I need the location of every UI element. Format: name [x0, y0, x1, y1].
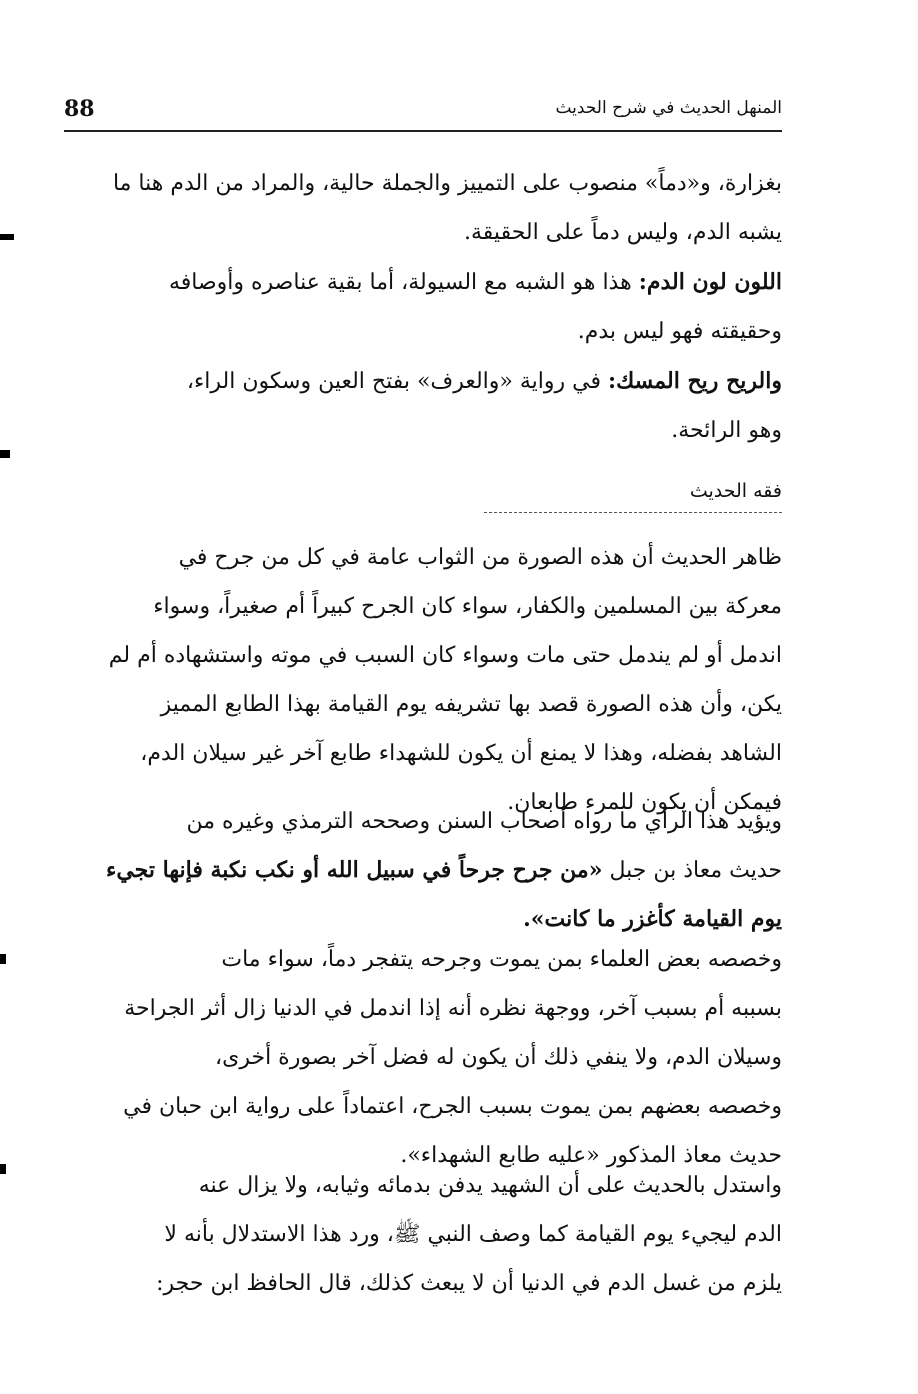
text-line: الدم ليجيء يوم القيامة كما وصف النبي ﷺ، ورد هذا الاستدلال بأنه لا — [164, 1222, 782, 1247]
page-header — [64, 92, 782, 126]
paragraph-3 — [68, 797, 782, 944]
text-line: وهو الرائحة. — [671, 418, 782, 443]
paragraph-4 — [68, 935, 782, 1180]
paragraph-5 — [68, 1161, 782, 1308]
text-line: فيمكن أن يكون للمرء طابعان. — [507, 790, 782, 815]
text-line — [68, 357, 782, 406]
term-color: اللون لون الدم: — [638, 269, 782, 295]
hadith-quote-line: يوم القيامة كأغزر ما كانت». — [523, 906, 782, 932]
paragraph-scent — [68, 357, 782, 455]
text-line: الشاهد بفضله، وهذا لا يمنع أن يكون للشهداء طابع آخر غير سيلان الدم، — [140, 741, 782, 766]
text-segment: هذا هو الشبه مع السيولة، أما بقية عناصره وأوصافه — [168, 270, 632, 295]
text-line — [68, 258, 782, 307]
text-line: ظاهر الحديث أن هذه الصورة من الثواب عامة في كل من جرح في — [178, 545, 782, 570]
text-line: واستدل بالحديث على أن الشهيد يدفن بدمائه وثيابه، ولا يزال عنه — [198, 1173, 782, 1198]
scan-mark — [0, 954, 6, 964]
text-line: ويؤيد هذا الرأي ما رواه أصحاب السنن وصححه الترمذي وغيره من — [186, 809, 782, 834]
scan-mark — [0, 450, 10, 458]
running-title: المنهل الحديث في شرح الحديث — [555, 98, 782, 118]
term-scent: والريح ريح المسك: — [608, 368, 782, 394]
scan-mark — [0, 1164, 6, 1174]
text-line: حديث معاذ المذكور «عليه طابع الشهداء». — [400, 1143, 782, 1168]
text-line: يشبه الدم، وليس دماً على الحقيقة. — [464, 220, 782, 245]
page-number: 88 — [64, 96, 95, 122]
scan-mark — [0, 234, 14, 240]
text-line — [68, 846, 782, 895]
text-segment: في رواية «والعرف» بفتح العين وسكون الراء، — [186, 369, 601, 394]
text-line: وخصصه بعضهم بمن يموت بسبب الجرح، اعتماداً على رواية ابن حبان في — [123, 1094, 782, 1119]
text-line: وسيلان الدم، ولا ينفي ذلك أن يكون له فضل آخر بصورة أخرى، — [215, 1045, 782, 1070]
text-line: يلزم من غسل الدم في الدنيا أن لا يبعث كذلك، قال الحافظ ابن حجر: — [156, 1271, 782, 1296]
paragraph-2 — [68, 533, 782, 827]
text-line: وخصصه بعض العلماء بمن يموت وجرحه يتفجر دماً، سواء مات — [221, 947, 782, 972]
text-line: اندمل أو لم يندمل حتى مات وسواء كان السبب في موته واستشهاده أم لم — [108, 643, 782, 668]
text-segment: حديث معاذ بن جبل — [609, 858, 782, 883]
paragraph-color — [68, 258, 782, 356]
text-line: بسببه أم بسبب آخر، ووجهة نظره أنه إذا اندمل في الدنيا زال أثر الجراحة — [124, 996, 782, 1021]
text-line: معركة بين المسلمين والكفار، سواء كان الجرح كبيراً أم صغيراً، وسواء — [153, 594, 782, 619]
text-line: وحقيقته فهو ليس بدم. — [577, 319, 782, 344]
text-line: بغزارة، و«دماً» منصوب على التمييز والجملة حالية، والمراد من الدم هنا ما — [112, 171, 782, 196]
text-line: يكن، وأن هذه الصورة قصد بها تشريفه يوم القيامة بهذا الطابع المميز — [160, 692, 782, 717]
header-rule — [64, 130, 782, 132]
hadith-quote: «من جرح جرحاً في سبيل الله أو نكب نكبة فإنها تجيء — [105, 857, 603, 883]
section-title: فقه الحديث — [689, 480, 782, 502]
paragraph-1 — [68, 159, 782, 257]
section-rule — [484, 512, 782, 513]
